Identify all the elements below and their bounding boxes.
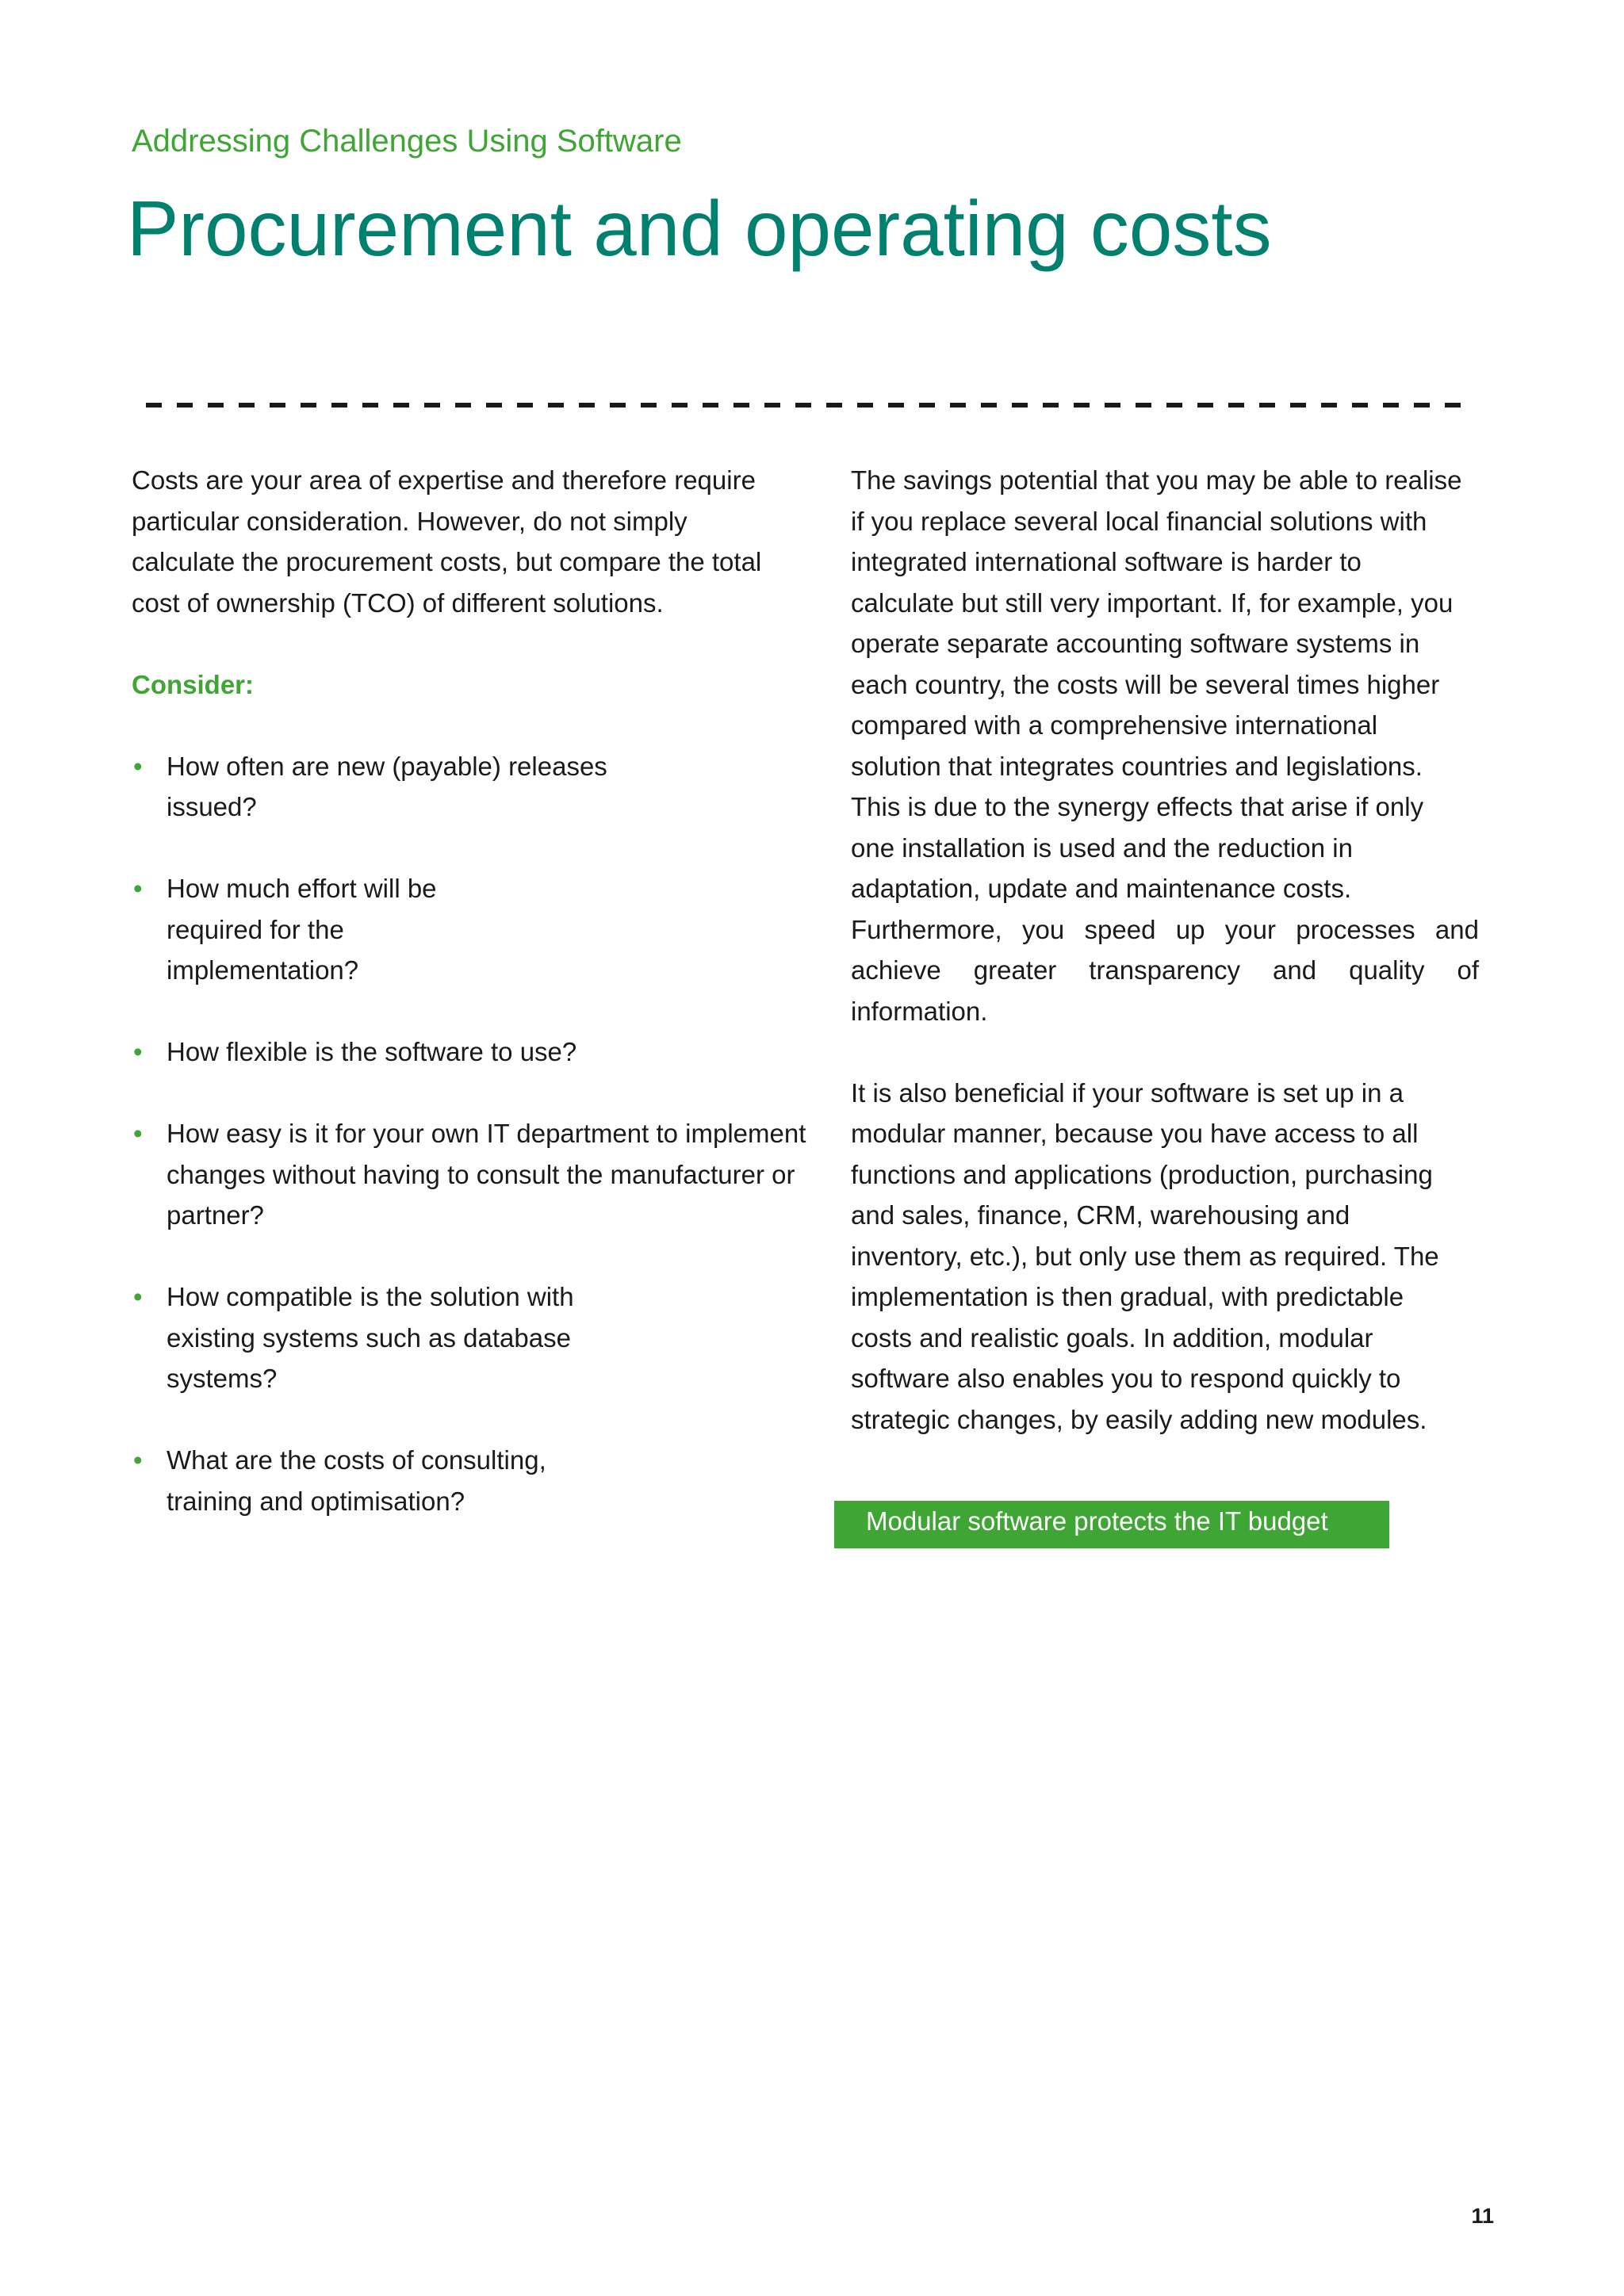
- text-line: It is also beneficial if your software is set up in a: [851, 1077, 1404, 1108]
- text-line: inventory, etc.), but only use them as required. The: [851, 1241, 1439, 1271]
- question-list: [132, 746, 806, 1522]
- bullet-icon: •: [133, 1445, 143, 1475]
- text-line: information.: [851, 996, 988, 1026]
- bullet-icon: •: [133, 1282, 143, 1311]
- text-line: strategic changes, by easily adding new modules.: [851, 1404, 1427, 1434]
- page-number: 11: [1471, 2204, 1494, 2228]
- text-line: modular manner, because you have access to all: [851, 1119, 1419, 1148]
- text-line: calculate but still very important. If, for example, you: [851, 587, 1454, 618]
- text-line: This is due to the synergy effects that arise if only: [851, 792, 1424, 821]
- list-item: • How compatible is the solution with existing systems such as database systems?: [132, 1276, 642, 1399]
- bullet-icon: •: [133, 1037, 143, 1066]
- page-title: Procurement and operating costs: [127, 185, 1272, 272]
- text-line: Furthermore, you speed up your processes and: [851, 914, 1479, 944]
- page-kicker: Addressing Challenges Using Software: [132, 124, 682, 159]
- text-line: implementation is then gradual, with predictable: [851, 1282, 1404, 1311]
- list-item: • How often are new (payable) releases issued?: [132, 746, 611, 828]
- text-line: The savings potential that you may be able to realise: [851, 465, 1462, 495]
- bullet-icon: •: [133, 874, 143, 903]
- text-line: solution that integrates countries and legislations.: [851, 751, 1423, 781]
- text-line: software also enables you to respond quickly to: [851, 1364, 1401, 1393]
- right-column: [851, 460, 1479, 1440]
- savings-paragraph: [851, 460, 1479, 1031]
- consider-heading: Consider:: [132, 669, 255, 699]
- dashed-divider: [146, 403, 1475, 408]
- text-line: each country, the costs will be several times higher: [851, 669, 1440, 699]
- text-line: and sales, finance, CRM, warehousing and: [851, 1200, 1350, 1230]
- text-line: integrated international software is harder to: [851, 547, 1362, 576]
- text-line: achieve greater transparency and quality of: [851, 955, 1479, 985]
- list-item: • How flexible is the software to use?: [132, 1031, 611, 1073]
- list-item: • How easy is it for your own IT department to implement changes without having to consult the manufacturer or partner?: [132, 1113, 809, 1236]
- bullet-icon: •: [133, 751, 143, 781]
- text-line: if you replace several local financial solutions with: [851, 506, 1427, 536]
- bullet-icon: •: [133, 1119, 143, 1148]
- modular-paragraph: [851, 1073, 1479, 1441]
- text-line: one installation is used and the reduction in: [851, 832, 1353, 863]
- list-item: • What are the costs of consulting, training and optimisation?: [132, 1440, 626, 1521]
- left-column: [132, 460, 806, 1521]
- text-line: functions and applications (production, purchasing: [851, 1159, 1433, 1189]
- intro-paragraph: Costs are your area of expertise and therefore require particular consideration. However, do not simply calculate the procurement costs, but compare the total cost of ownership (TCO) of different solutions.: [132, 465, 762, 618]
- text-line: operate separate accounting software systems in: [851, 629, 1420, 658]
- text-line: costs and realistic goals. In addition, modular: [851, 1322, 1373, 1353]
- list-item: • How much effort will be required for the implementation?: [132, 868, 500, 991]
- text-line: adaptation, update and maintenance costs.: [851, 874, 1352, 903]
- callout-box: Modular software protects the IT budget: [834, 1501, 1389, 1548]
- text-line: compared with a comprehensive international: [851, 710, 1378, 740]
